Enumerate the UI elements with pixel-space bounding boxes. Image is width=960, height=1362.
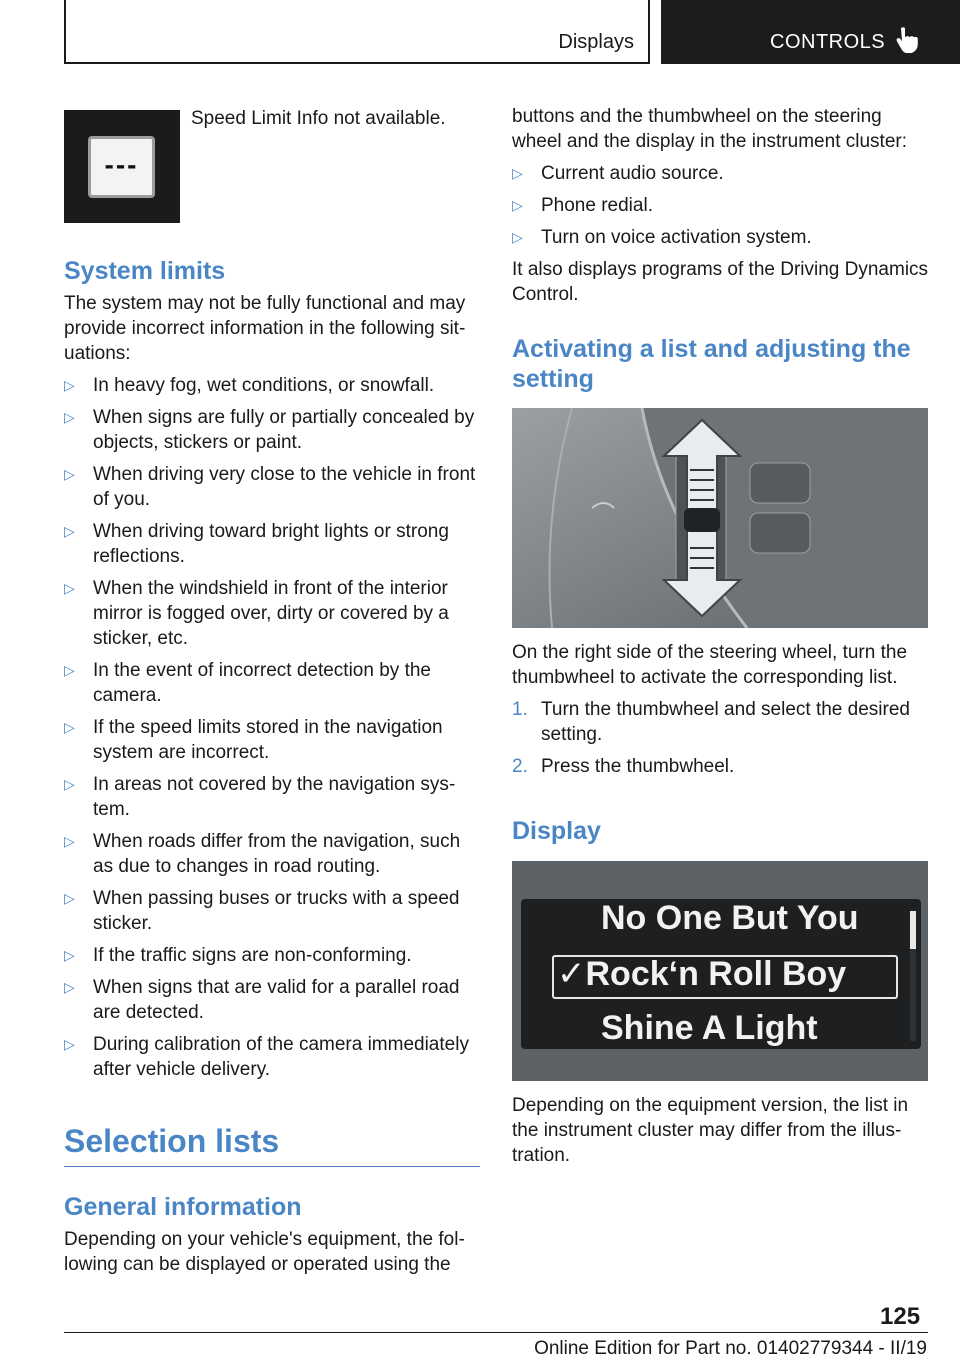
bullet-text: When signs that are valid for a parallel road are detected. <box>93 977 460 1023</box>
bullet-text: In the event of incorrect detection by the camera. <box>93 660 431 706</box>
page-number: 125 <box>880 1303 921 1330</box>
step-text: Press the thumbwheel. <box>541 756 735 777</box>
bullet-triangle-icon: ▷ <box>64 466 75 482</box>
activating-heading: Activating a list and adjusting the setting <box>512 335 911 393</box>
general-information-section <box>64 1192 480 1277</box>
bullet-text: When the windshield in front of the interior mirror is fogged over, dirty or covered by a sticker, etc. <box>93 578 449 649</box>
bullet-item <box>64 462 480 512</box>
bullet-item <box>512 161 932 186</box>
bullet-triangle-icon: ▷ <box>64 662 75 678</box>
display-heading-block <box>512 816 928 846</box>
instrument-cluster-display-image <box>512 861 928 1081</box>
display-text-block <box>512 1093 932 1168</box>
section-title: Displays <box>558 31 634 53</box>
bullet-item <box>64 658 480 708</box>
bullet-text: Current audio source. <box>541 163 724 184</box>
bullet-item <box>512 193 932 218</box>
bullet-item <box>64 576 480 651</box>
bullet-text: During calibration of the camera immediately after vehicle delivery. <box>93 1034 469 1080</box>
display-screen <box>521 899 921 1049</box>
bullet-item <box>64 772 480 822</box>
bullet-triangle-icon: ▷ <box>64 1036 75 1052</box>
bullet-triangle-icon: ▷ <box>64 776 75 792</box>
step-item <box>512 754 932 779</box>
bullet-text: In heavy fog, wet conditions, or snowfall. <box>93 375 435 396</box>
bullet-item <box>64 519 480 569</box>
bullet-text: When driving very close to the vehicle in front of you. <box>93 464 476 510</box>
programs-text: It also displays programs of the Driving Dynamics Control. <box>512 259 929 305</box>
general-information-text: Depending on your vehicle's equipment, the following can be displayed or operated using the <box>64 1229 465 1275</box>
selection-lists-heading: Selection lists <box>64 1123 280 1159</box>
display-list-item-selected: ✓Rock‘n Roll Boy <box>557 955 847 993</box>
right-top-block <box>512 104 932 307</box>
system-limits-intro: The system may not be fully functional and may provide incorrect information in the following situations: <box>64 293 466 364</box>
activating-text: On the right side of the steering wheel, turn the thumbwheel to activate the corresponding list. <box>512 642 908 688</box>
display-scrollbar-thumb <box>910 911 916 949</box>
bullet-item <box>512 225 932 250</box>
display-text: Depending on the equipment version, the list in the instrument cluster may differ from the illustration. <box>512 1095 909 1166</box>
activating-text-block <box>512 640 932 779</box>
bullet-triangle-icon: ▷ <box>64 833 75 849</box>
bullet-triangle-icon: ▷ <box>64 580 75 596</box>
sign-caption-block <box>191 106 471 131</box>
bullet-item <box>64 405 480 455</box>
bullet-triangle-icon: ▷ <box>64 523 75 539</box>
display-list-item: Shine A Light <box>601 1009 818 1047</box>
bullet-triangle-icon: ▷ <box>64 979 75 995</box>
bullet-triangle-icon: ▷ <box>64 719 75 735</box>
bullet-triangle-icon: ▷ <box>64 409 75 425</box>
bullet-triangle-icon: ▷ <box>64 947 75 963</box>
bullet-item <box>64 943 480 968</box>
speed-sign-icon: --- <box>88 136 155 198</box>
bullet-item <box>64 1032 480 1082</box>
display-list-item: No One But You <box>601 899 859 937</box>
selection-intro-continued: buttons and the thumbwheel on the steering wheel and the display in the instrument cluster: <box>512 106 907 152</box>
steering-wheel-image <box>512 408 928 628</box>
pointing-hand-icon <box>894 26 920 54</box>
bullet-item <box>64 886 480 936</box>
bullet-text: When roads differ from the navigation, such as due to changes in road routing. <box>93 831 461 877</box>
bullet-text: When passing buses or trucks with a speed sticker. <box>93 888 460 934</box>
step-number: 1. <box>512 699 528 720</box>
bullet-text: When signs are fully or partially concealed by objects, stickers or paint. <box>93 407 475 453</box>
header-chapter-box <box>661 0 960 64</box>
heading-rule <box>64 1166 480 1167</box>
system-limits-section <box>64 256 480 1082</box>
bullet-item <box>64 715 480 765</box>
step-number: 2. <box>512 756 528 777</box>
activating-heading-block <box>512 334 928 394</box>
selection-lists-section <box>64 1122 480 1160</box>
footer-rule <box>64 1332 928 1333</box>
header-section-box <box>64 0 650 64</box>
bullet-item <box>64 975 480 1025</box>
selection-items-list <box>512 161 932 250</box>
bullet-text: In areas not covered by the navigation system. <box>93 774 456 820</box>
bullet-text: Turn on voice activation system. <box>541 227 812 248</box>
bullet-triangle-icon: ▷ <box>512 229 523 245</box>
general-information-heading: General information <box>64 1193 302 1221</box>
bullet-triangle-icon: ▷ <box>64 890 75 906</box>
bullet-item <box>64 829 480 879</box>
bullet-item <box>64 373 480 398</box>
activating-steps-list <box>512 697 932 779</box>
bullet-text: If the speed limits stored in the navigation system are incorrect. <box>93 717 443 763</box>
sign-caption: Speed Limit Info not available. <box>191 108 446 129</box>
footer-edition: Online Edition for Part no. 01402779344 - II/19 <box>534 1338 927 1359</box>
bullet-triangle-icon: ▷ <box>512 197 523 213</box>
checkmark-icon: ✓ <box>557 955 586 993</box>
step-item <box>512 697 932 747</box>
step-text: Turn the thumbwheel and select the desired setting. <box>541 699 910 745</box>
bullet-text: When driving toward bright lights or strong reflections. <box>93 521 449 567</box>
bullet-triangle-icon: ▷ <box>512 165 523 181</box>
chapter-title: CONTROLS <box>770 31 886 53</box>
speed-limit-unavailable-image <box>64 110 180 223</box>
system-limits-heading: System limits <box>64 257 226 285</box>
bullet-text: If the traffic signs are non-conforming. <box>93 945 412 966</box>
bullet-triangle-icon: ▷ <box>64 377 75 393</box>
bullet-text: Phone redial. <box>541 195 653 216</box>
system-limits-list <box>64 373 480 1082</box>
display-heading: Display <box>512 817 601 845</box>
